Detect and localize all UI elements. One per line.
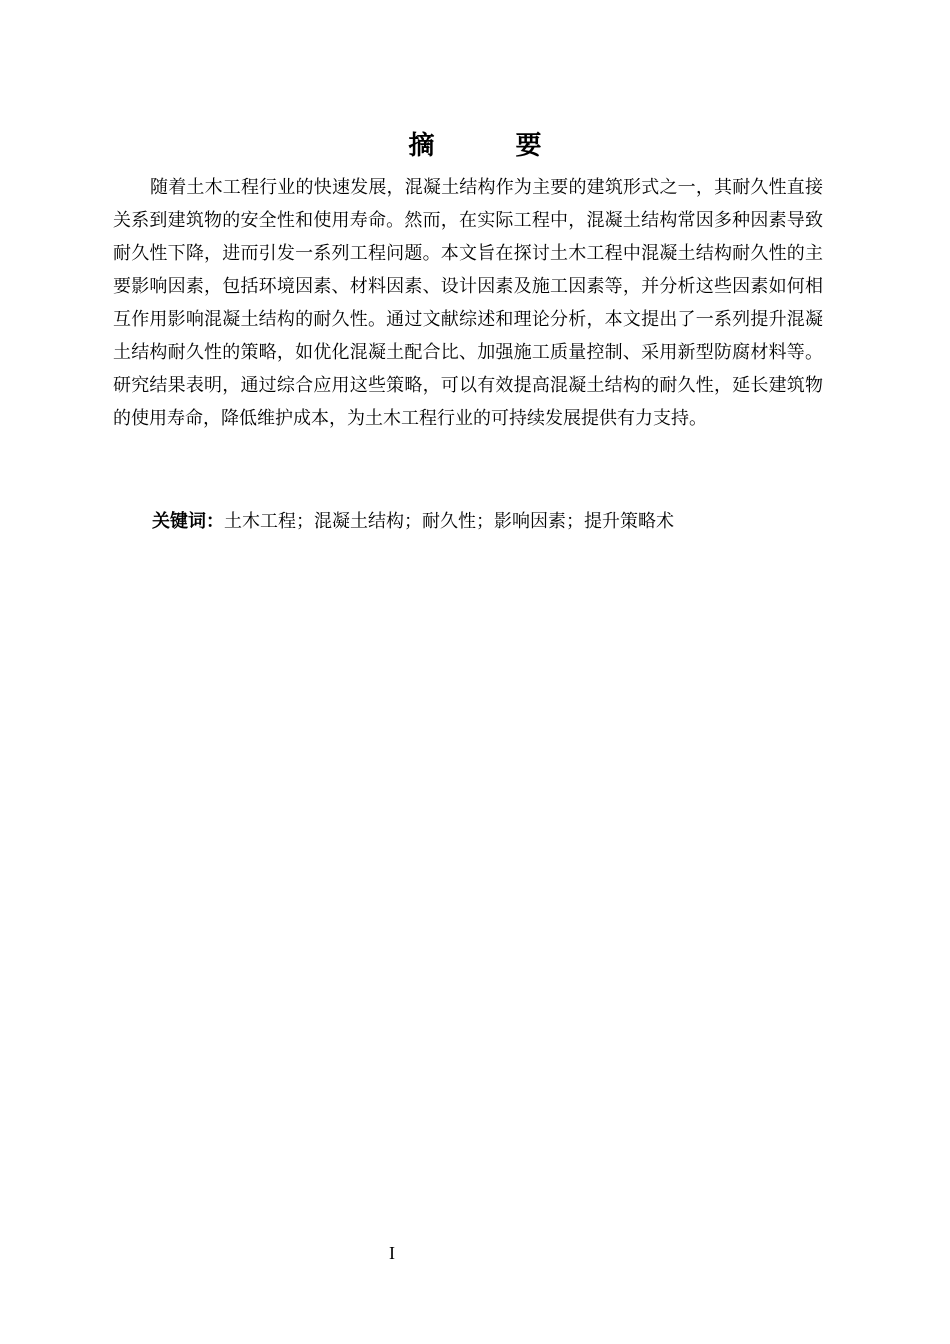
page-number: I (389, 1243, 395, 1263)
keywords-line (152, 507, 832, 537)
abstract-title: 摘 要 (408, 131, 578, 161)
keywords-label: 关键词： (152, 511, 224, 532)
abstract-body: 随着土木工程行业的快速发展，混凝土结构作为主要的建筑形式之一，其耐久性直接关系到建筑物的安全性和使用寿命。然而，在实际工程中，混凝土结构常因多种因素导致耐久性下降，进而引发一系列工程问题。本文旨在探讨土木工程中混凝土结构耐久性的主要影响因素，包括环境因素、材料因素、设计因素及施工因素等，并分析这些因素如何相互作用影响混凝土结构的耐久性。通过文献综述和理论分析，本文提出了一系列提升混凝土结构耐久性的策略，如优化混凝土配合比、加强施工质量控制、采用新型防腐材料等。研究结果表明，通过综合应用这些策略，可以有效提高混凝土结构的耐久性，延长建筑物的使用寿命，降低维护成本，为土木工程行业的可持续发展提供有力支持。 (113, 177, 823, 429)
keywords-text: 土木工程；混凝土结构；耐久性；影响因素；提升策略术 (224, 511, 674, 532)
